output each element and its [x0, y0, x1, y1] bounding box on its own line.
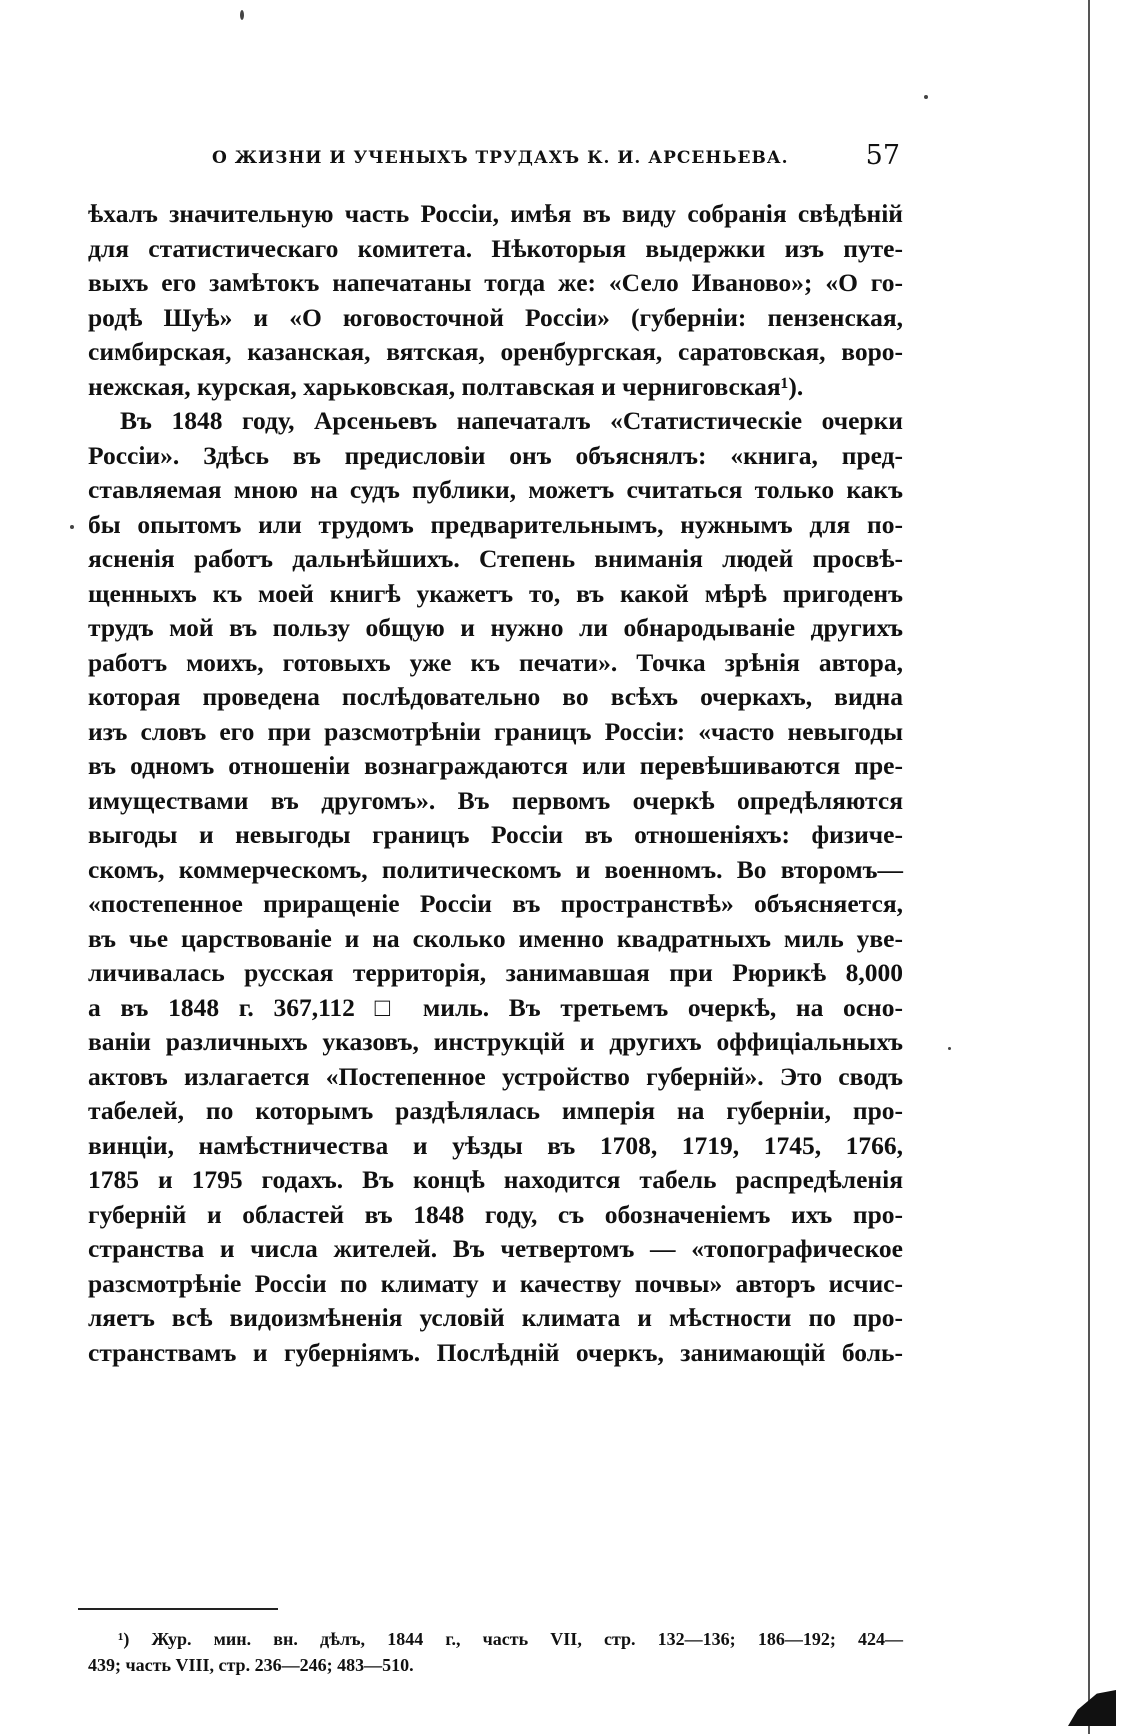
body-text: [88, 197, 903, 1370]
running-title: О ЖИЗНИ И УЧЕНЫХЪ ТРУДАХЪ К. И. АРСЕНЬЕВА.: [212, 148, 789, 168]
text-line: которая проведена послѣдовательно во всѣхъ очеркахъ, видна: [88, 682, 903, 711]
scan-speck: [924, 95, 928, 99]
text-line: выгоды и невыгоды границъ Россіи въ отношеніяхъ: физиче-: [88, 820, 903, 849]
text-line: ѣхалъ значительную часть Россіи, имѣя въ виду собранія свѣдѣній: [88, 199, 903, 228]
text-line: «постепенное приращеніе Россіи въ пространствѣ» объясняется,: [88, 889, 903, 918]
text-line: ваніи различныхъ указовъ, инструкцій и другихъ оффиціальныхъ: [88, 1027, 903, 1056]
text-line: Россіи». Здѣсь въ предисловіи онъ объяснялъ: «книга, пред-: [88, 440, 903, 470]
text-line: разсмотрѣніе Россіи по климату и качеству почвы» авторъ исчис-: [88, 1268, 903, 1298]
text-line: 1785 и 1795 годахъ. Въ концѣ находится табель распредѣленія: [88, 1165, 903, 1194]
text-line: странствамъ и губерніямъ. Послѣдній очеркъ, занимающій боль-: [88, 1337, 903, 1367]
text-line: имуществами въ другомъ». Въ первомъ очеркѣ опредѣляются: [88, 785, 903, 815]
text-line: нежская, курская, харьковская, полтавская и черниговская¹).: [88, 371, 804, 401]
text-line: личивалась русская территорія, занимавшая при Рюрикѣ 8,000: [88, 958, 903, 987]
text-line: симбирская, казанская, вятская, оренбургская, саратовская, воро-: [88, 337, 903, 366]
page-edge-line: [1088, 0, 1090, 1734]
page-header: [90, 140, 900, 180]
page-number: 57: [865, 140, 900, 171]
text-line: Въ 1848 году, Арсеньевъ напечаталъ «Статистическіе очерки: [120, 406, 903, 435]
text-line: ясненія работъ дальнѣйшихъ. Степень вниманія людей просвѣ-: [88, 544, 903, 573]
footnotes: [88, 1626, 903, 1678]
ink-blot-mark: [1068, 1690, 1116, 1726]
footnote-divider: [78, 1608, 278, 1610]
text-line: родѣ Шуѣ» и «О юговосточной Россіи» (губерніи: пензенская,: [88, 302, 903, 332]
footnote-line: 439; часть VIII, стр. 236—246; 483—510.: [88, 1655, 414, 1675]
text-line: ляетъ всѣ видоизмѣненія условій климата и мѣстности по про-: [88, 1303, 903, 1332]
text-line: выхъ его замѣтокъ напечатаны тогда же: «Село Иваново»; «О го-: [88, 268, 903, 297]
text-line: странства и числа жителей. Въ четвертомъ — «топографическое: [88, 1234, 903, 1263]
footnote-line: ¹) Жур. мин. вн. дѣлъ, 1844 г., часть VII, стр. 132—136; 186—192; 424—: [118, 1629, 903, 1649]
text-line: трудъ мой въ пользу общую и нужно ли обнародываніе другихъ: [88, 613, 903, 642]
text-line: для статистическаго комитета. Нѣкоторыя выдержки изъ путе-: [88, 233, 903, 263]
text-line: губерній и областей въ 1848 году, съ обозначеніемъ ихъ про-: [88, 1199, 903, 1229]
text-line: щенныхъ къ моей книгѣ укажетъ то, въ какой мѣрѣ пригоденъ: [88, 578, 903, 608]
text-line: актовъ излагается «Постепенное устройство губерній». Это сводъ: [88, 1061, 903, 1091]
text-line: винціи, намѣстничества и уѣзды въ 1708, 1719, 1745, 1766,: [88, 1130, 903, 1160]
text-line: а въ 1848 г. 367,112 □ миль. Въ третьемъ очеркѣ, на осно-: [88, 992, 903, 1022]
text-line: скомъ, коммерческомъ, политическомъ и военномъ. Во второмъ—: [88, 854, 903, 884]
text-line: въ чье царствованіе и на сколько именно квадратныхъ миль уве-: [88, 923, 903, 953]
scan-speck: [70, 525, 74, 529]
text-line: бы опытомъ или трудомъ предварительнымъ, нужнымъ для по-: [88, 509, 903, 539]
scan-speck: [948, 1047, 951, 1050]
text-line: ставляемая мною на судъ публики, можетъ считаться только какъ: [88, 475, 903, 504]
text-line: въ одномъ отношеніи вознаграждаются или перевѣшиваются пре-: [88, 751, 903, 780]
text-line: табелей, по которымъ раздѣлялась имперія на губерніи, про-: [88, 1096, 903, 1125]
scan-speck: [240, 10, 244, 20]
text-line: работъ моихъ, готовыхъ уже къ печати». Точка зрѣнія автора,: [88, 647, 903, 677]
text-line: изъ словъ его при разсмотрѣніи границъ Россіи: «часто невыгоды: [88, 716, 903, 746]
